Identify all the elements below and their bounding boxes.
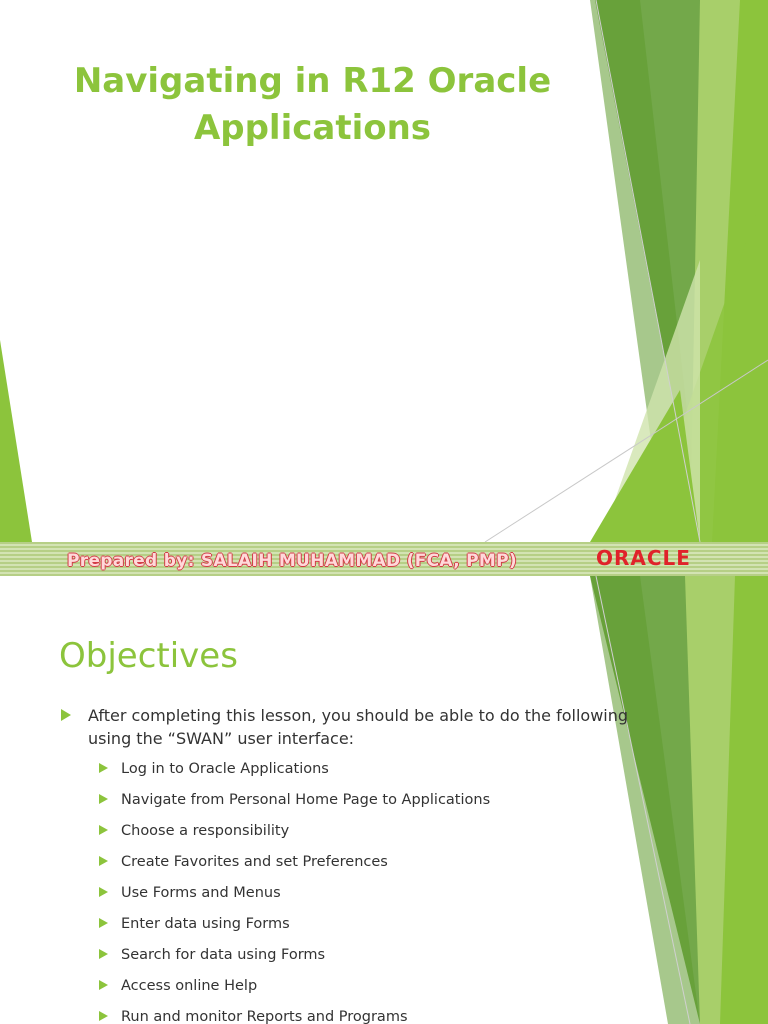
bullet-arrow-icon xyxy=(61,709,71,721)
slide-title xyxy=(40,58,585,152)
bullet-arrow-icon xyxy=(99,794,108,804)
slide-title-line-2: Applications xyxy=(193,108,432,148)
bullet-arrow-icon xyxy=(99,856,108,866)
slide-title-line-1: Navigating in R12 Oracle xyxy=(73,61,552,101)
bullet-arrow-icon xyxy=(99,887,108,897)
objectives-slide xyxy=(0,576,768,1024)
intro-text xyxy=(88,704,688,750)
author-banner xyxy=(0,542,768,576)
objective-item: Run and monitor Reports and Programs xyxy=(121,1009,408,1024)
objective-item: Access online Help xyxy=(121,978,258,994)
objective-item: Log in to Oracle Applications xyxy=(121,761,329,777)
bullet-arrow-icon xyxy=(99,825,108,835)
bullet-arrow-icon xyxy=(99,1011,108,1021)
bullet-arrow-icon xyxy=(99,949,108,959)
objective-item: Use Forms and Menus xyxy=(121,885,281,901)
objective-item: Choose a responsibility xyxy=(121,823,290,839)
objective-item: Navigate from Personal Home Page to Applications xyxy=(121,792,491,808)
bullet-arrow-icon xyxy=(99,763,108,773)
objective-item: Create Favorites and set Preferences xyxy=(121,854,388,870)
intro-line-2: using the “SWAN” user interface: xyxy=(88,729,355,748)
prepared-by-text: Prepared by: SALAIH MUHAMMAD (FCA, PMP) xyxy=(67,551,517,571)
slide-title: Objectives xyxy=(59,636,238,676)
intro-line-1: After completing this lesson, you should be able to do the following xyxy=(88,706,629,725)
bullet-arrow-icon xyxy=(99,918,108,928)
objective-item: Search for data using Forms xyxy=(121,947,326,963)
objective-item: Enter data using Forms xyxy=(121,916,290,932)
oracle-logo: ORACLE xyxy=(596,546,691,570)
bullet-arrow-icon xyxy=(99,980,108,990)
